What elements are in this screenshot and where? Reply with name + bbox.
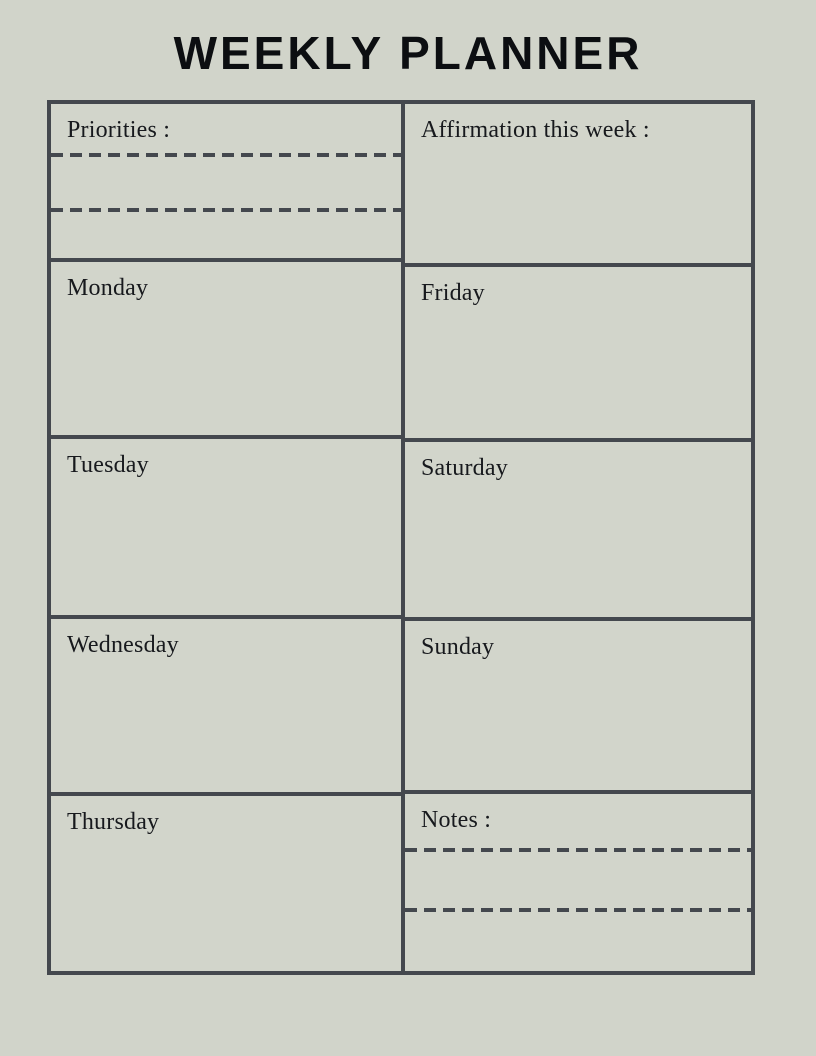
planner-table: [47, 100, 755, 975]
dashed-writing-line: [405, 908, 751, 912]
affirmation-label: Affirmation this week :: [421, 117, 650, 143]
cell-sunday: [405, 621, 751, 794]
notes-label: Notes :: [421, 807, 492, 833]
dashed-writing-line: [51, 208, 401, 212]
cell-thursday: [51, 796, 401, 971]
dashed-writing-line: [405, 848, 751, 852]
wednesday-label: Wednesday: [67, 632, 179, 658]
planner-right-column: [405, 104, 751, 971]
saturday-label: Saturday: [421, 455, 508, 481]
cell-notes: [405, 794, 751, 971]
page-title: WEEKLY PLANNER: [173, 27, 643, 79]
sunday-label: Sunday: [421, 634, 495, 660]
cell-saturday: [405, 442, 751, 621]
cell-wednesday: [51, 619, 401, 796]
tuesday-label: Tuesday: [67, 452, 149, 478]
cell-tuesday: [51, 439, 401, 619]
friday-label: Friday: [421, 280, 485, 306]
cell-affirmation: [405, 104, 751, 267]
cell-friday: [405, 267, 751, 442]
dashed-writing-line: [51, 153, 401, 157]
cell-priorities: [51, 104, 401, 262]
planner-left-column: [51, 104, 405, 971]
monday-label: Monday: [67, 275, 149, 301]
priorities-label: Priorities :: [67, 117, 171, 143]
cell-monday: [51, 262, 401, 439]
thursday-label: Thursday: [67, 809, 160, 835]
